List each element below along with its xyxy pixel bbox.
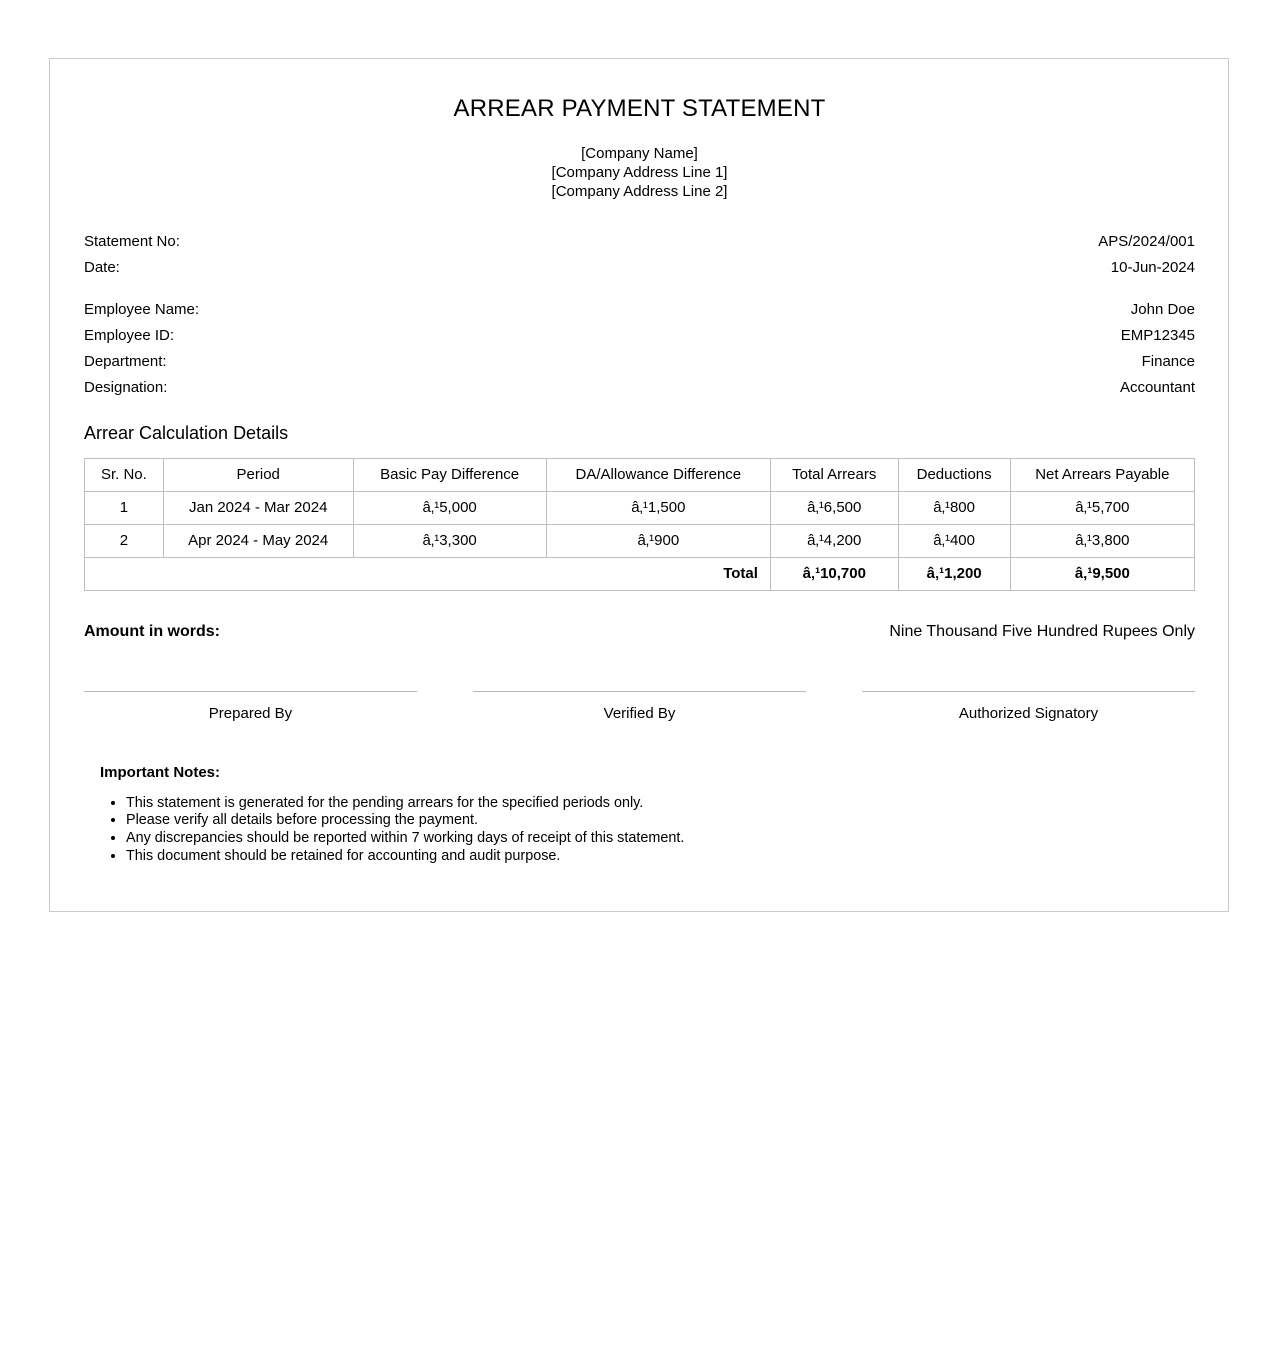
employee-details (84, 297, 1195, 401)
authorized-signatory-signature: Authorized Signatory (862, 691, 1195, 722)
employee-id-row (84, 323, 1195, 349)
cell-deductions: â‚¹800 (898, 491, 1010, 524)
amount-in-words-label: Amount in words: (84, 622, 220, 640)
date-row (84, 255, 1195, 281)
header-deductions: Deductions (898, 458, 1010, 491)
table-total-row (85, 557, 1195, 590)
important-notes-title: Important Notes: (100, 763, 220, 781)
company-block (84, 144, 1195, 201)
statement-meta (84, 229, 1195, 281)
cell-basic-pay-difference: â‚¹3,300 (353, 524, 546, 557)
table-row (85, 524, 1195, 557)
header-period: Period (163, 458, 353, 491)
cell-period: Apr 2024 - May 2024 (163, 524, 353, 557)
employee-name-value: John Doe (1130, 301, 1195, 319)
table-row (85, 491, 1195, 524)
note-item: • This document should be retained for accounting and audit purpose. (126, 848, 1195, 866)
important-notes-section (100, 764, 1195, 865)
date-value: 10-Jun-2024 (1110, 259, 1195, 277)
cell-net-arrears-payable: â‚¹3,800 (1010, 524, 1194, 557)
table-header-row (85, 458, 1195, 491)
total-net-arrears-value: â‚¹9,500 (1010, 557, 1194, 590)
employee-name-label: Employee Name: (84, 301, 200, 319)
prepared-by-signature: Prepared By (84, 691, 417, 722)
signature-section (84, 691, 1195, 722)
page-title: ARREAR PAYMENT STATEMENT (453, 95, 826, 122)
company-address-line-2: [Company Address Line 2] (551, 182, 728, 200)
cell-period: Jan 2024 - Mar 2024 (163, 491, 353, 524)
cell-da-allowance-difference: â‚¹900 (546, 524, 770, 557)
section-title: Arrear Calculation Details (84, 422, 289, 443)
statement-no-row (84, 229, 1195, 255)
department-value: Finance (1141, 353, 1195, 371)
employee-id-label: Employee ID: (84, 327, 175, 345)
amount-in-words-row (84, 623, 1195, 641)
employee-name-row (84, 297, 1195, 323)
department-row (84, 349, 1195, 375)
note-item: • Please verify all details before processing the payment. (126, 812, 1195, 830)
cell-basic-pay-difference: â‚¹5,000 (353, 491, 546, 524)
department-label: Department: (84, 353, 167, 371)
amount-in-words-value: Nine Thousand Five Hundred Rupees Only (889, 622, 1195, 640)
cell-net-arrears-payable: â‚¹5,700 (1010, 491, 1194, 524)
total-deductions-value: â‚¹1,200 (898, 557, 1010, 590)
designation-label: Designation: (84, 379, 168, 397)
note-item: • Any discrepancies should be reported within 7 working days of receipt of this statement. (126, 830, 1195, 848)
cell-total-arrears: â‚¹6,500 (770, 491, 898, 524)
cell-total-arrears: â‚¹4,200 (770, 524, 898, 557)
employee-id-value: EMP12345 (1120, 327, 1195, 345)
header-total-arrears: Total Arrears (770, 458, 898, 491)
note-item: • This statement is generated for the pending arrears for the specified periods only. (126, 795, 1195, 813)
date-label: Date: (84, 259, 120, 277)
company-address-line-1: [Company Address Line 1] (551, 163, 728, 181)
header-da-allowance-difference: DA/Allowance Difference (546, 458, 770, 491)
company-name: [Company Name] (581, 144, 698, 162)
important-notes-list (100, 795, 1195, 865)
header-basic-pay-difference: Basic Pay Difference (353, 458, 546, 491)
arrear-calculation-table (84, 458, 1195, 591)
statement-no-label: Statement No: (84, 233, 180, 251)
cell-deductions: â‚¹400 (898, 524, 1010, 557)
header-sr-no: Sr. No. (85, 458, 164, 491)
statement-no-value: APS/2024/001 (1098, 233, 1195, 251)
cell-sr-no: 1 (85, 491, 164, 524)
total-label: Total (85, 557, 771, 590)
total-arrears-value: â‚¹10,700 (770, 557, 898, 590)
designation-row (84, 375, 1195, 401)
verified-by-signature: Verified By (473, 691, 806, 722)
statement-page (49, 58, 1229, 912)
header-net-arrears-payable: Net Arrears Payable (1010, 458, 1194, 491)
designation-value: Accountant (1119, 379, 1195, 397)
cell-da-allowance-difference: â‚¹1,500 (546, 491, 770, 524)
cell-sr-no: 2 (85, 524, 164, 557)
